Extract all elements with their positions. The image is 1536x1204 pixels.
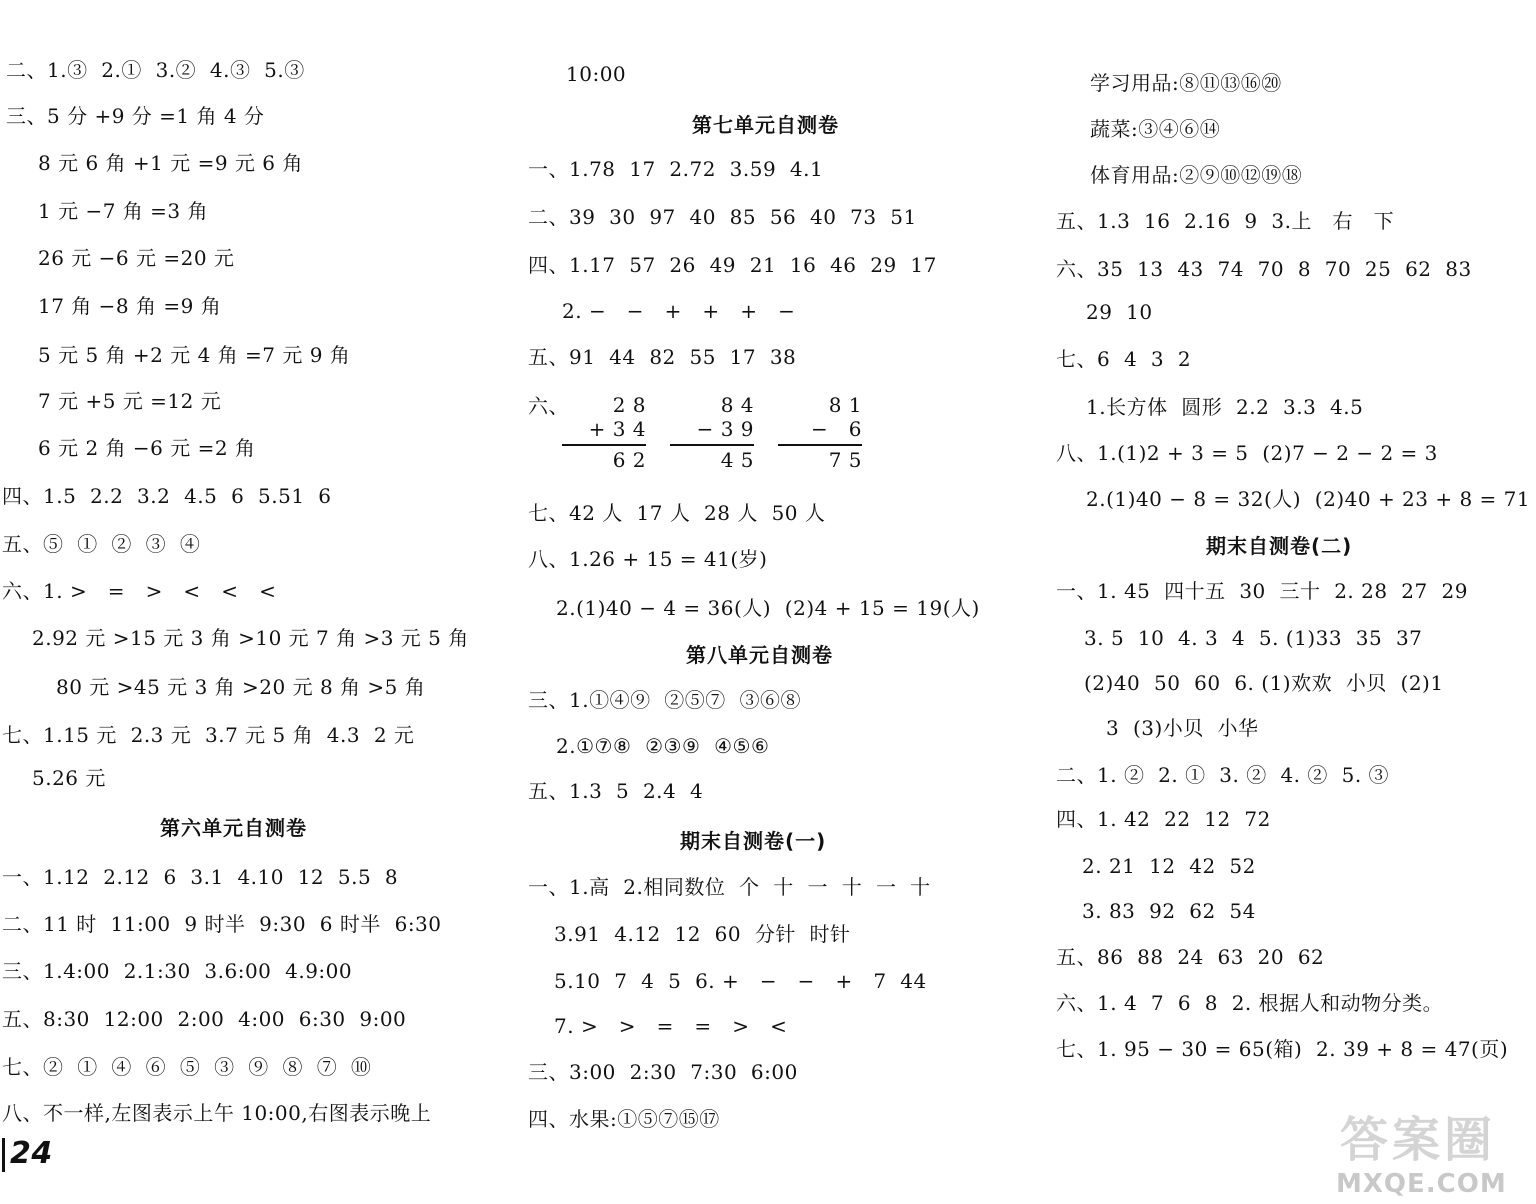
calc-operand: + 3 4 bbox=[588, 417, 646, 441]
middle-column bbox=[520, 0, 1020, 1204]
section-title: 期末自测卷(二) bbox=[1206, 534, 1353, 558]
answer-line: 2. − − + + + − bbox=[562, 299, 796, 323]
answer-line: 体育用品:②⑨⑩⑫⑲⑱ bbox=[1090, 163, 1303, 187]
answer-line: 六、35 13 43 74 70 8 70 25 62 83 bbox=[1056, 257, 1472, 281]
answer-line: 八、1.26 + 15 = 41(岁) bbox=[528, 547, 768, 571]
answer-line: 蔬菜:③④⑥⑭ bbox=[1090, 117, 1221, 141]
section-title: 第八单元自测卷 bbox=[686, 643, 833, 667]
page-number-text: 24 bbox=[10, 1136, 53, 1171]
vertical-calculation bbox=[670, 392, 754, 476]
answer-line: 26 元 −6 元 =20 元 bbox=[38, 246, 235, 270]
answer-line: 五、1.3 5 2.4 4 bbox=[528, 779, 704, 803]
answer-line: 80 元 >45 元 3 角 >20 元 8 角 >5 角 bbox=[56, 675, 426, 699]
answer-line: 7. > > = = > < bbox=[554, 1014, 788, 1038]
answer-line: 八、1.(1)2 + 3 = 5 (2)7 − 2 − 2 = 3 bbox=[1056, 441, 1438, 465]
section-title: 第六单元自测卷 bbox=[160, 816, 307, 840]
calc-result: 4 5 bbox=[720, 448, 754, 472]
answer-line: 2. 21 12 42 52 bbox=[1082, 854, 1256, 878]
answer-line: 八、不一样,左图表示上午 10:00,右图表示晚上 bbox=[2, 1101, 432, 1125]
answer-line: (2)40 50 60 6. (1)欢欢 小贝 (2)1 bbox=[1084, 671, 1444, 695]
answer-line: 二、1. ② 2. ① 3. ② 4. ② 5. ③ bbox=[1056, 763, 1390, 787]
answer-line: 7 元 +5 元 =12 元 bbox=[38, 389, 222, 413]
answer-line: 1.长方体 圆形 2.2 3.3 4.5 bbox=[1086, 395, 1364, 419]
calc-operand: − 3 9 bbox=[696, 417, 754, 441]
answer-line: 四、1.17 57 26 49 21 16 46 29 17 bbox=[528, 253, 937, 277]
page-number bbox=[2, 1134, 53, 1174]
answer-line: 2.(1)40 − 8 = 32(人) (2)40 + 23 + 8 = 71 bbox=[1086, 487, 1531, 511]
answer-line: 六、 bbox=[528, 394, 569, 418]
answer-line: 五、1.3 16 2.16 9 3.上 右 下 bbox=[1056, 209, 1395, 233]
watermark-text: 答案圈 bbox=[1340, 1112, 1497, 1168]
calc-result: 7 5 bbox=[828, 448, 862, 472]
answer-line: 五、⑤ ① ② ③ ④ bbox=[2, 532, 201, 556]
calc-top: 8 1 bbox=[828, 393, 862, 417]
answer-line: 三、1.①④⑨ ②⑤⑦ ③⑥⑧ bbox=[528, 688, 802, 712]
answer-line: 七、42 人 17 人 28 人 50 人 bbox=[528, 501, 826, 525]
answer-line: 三、5 分 +9 分 =1 角 4 分 bbox=[6, 104, 265, 128]
answer-line: 6 元 2 角 −6 元 =2 角 bbox=[38, 436, 256, 460]
answer-line: 29 10 bbox=[1086, 300, 1153, 324]
answer-line: 1 元 −7 角 =3 角 bbox=[38, 199, 208, 223]
answer-line: 一、1.高 2.相同数位 个 十 一 十 一 十 bbox=[528, 875, 931, 899]
answer-line: 七、② ① ④ ⑥ ⑤ ③ ⑨ ⑧ ⑦ ⑩ bbox=[2, 1055, 372, 1079]
answer-line: 3.91 4.12 12 60 分针 时针 bbox=[554, 922, 851, 946]
answer-line: 二、39 30 97 40 85 56 40 73 51 bbox=[528, 205, 917, 229]
answer-line: 3. 5 10 4. 3 4 5. (1)33 35 37 bbox=[1084, 626, 1423, 650]
watermark-url: MXQE.COM bbox=[1336, 1169, 1507, 1199]
section-title: 期末自测卷(一) bbox=[680, 829, 827, 853]
answer-line: 四、1. 42 22 12 72 bbox=[1056, 807, 1271, 831]
answer-line: 2.①⑦⑧ ②③⑨ ④⑤⑥ bbox=[556, 734, 770, 758]
answer-line: 8 元 6 角 +1 元 =9 元 6 角 bbox=[38, 151, 303, 175]
right-column bbox=[1050, 0, 1536, 1204]
answer-line: 一、1.12 2.12 6 3.1 4.10 12 5.5 8 bbox=[2, 865, 399, 889]
answer-line: 五、86 88 24 63 20 62 bbox=[1056, 945, 1325, 969]
answer-line: 六、1. 4 7 6 8 2. 根据人和动物分类。 bbox=[1056, 991, 1444, 1015]
calc-top: 2 8 bbox=[612, 393, 646, 417]
answer-line: 10:00 bbox=[566, 62, 627, 86]
answer-line: 一、1. 45 四十五 30 三十 2. 28 27 29 bbox=[1056, 579, 1468, 603]
calc-line bbox=[562, 444, 646, 446]
answer-line: 六、1. > = > < < < bbox=[2, 579, 277, 603]
calc-result: 6 2 bbox=[612, 448, 646, 472]
answer-line: 2.(1)40 − 4 = 36(人) (2)4 + 15 = 19(人) bbox=[556, 596, 980, 620]
calc-top: 8 4 bbox=[720, 393, 754, 417]
answer-line: 二、1.③ 2.① 3.② 4.③ 5.③ bbox=[6, 58, 305, 82]
answer-line: 一、1.78 17 2.72 3.59 4.1 bbox=[528, 157, 824, 181]
calc-line bbox=[670, 444, 754, 446]
answer-line: 学习用品:⑧⑪⑬⑯⑳ bbox=[1090, 71, 1282, 95]
answer-line: 三、3:00 2:30 7:30 6:00 bbox=[528, 1060, 798, 1084]
answer-line: 5 元 5 角 +2 元 4 角 =7 元 9 角 bbox=[38, 343, 351, 367]
calc-operand: − 6 bbox=[810, 417, 862, 441]
left-column bbox=[0, 0, 500, 1204]
answer-line: 七、1.15 元 2.3 元 3.7 元 5 角 4.3 2 元 bbox=[2, 723, 415, 747]
answer-line: 三、1.4:00 2.1:30 3.6:00 4.9:00 bbox=[2, 959, 353, 983]
vertical-calculation bbox=[778, 392, 862, 476]
answer-line: 2.92 元 >15 元 3 角 >10 元 7 角 >3 元 5 角 bbox=[32, 626, 469, 650]
answer-line: 七、1. 95 − 30 = 65(箱) 2. 39 + 8 = 47(页) bbox=[1056, 1037, 1509, 1061]
answer-line: 四、1.5 2.2 3.2 4.5 6 5.51 6 bbox=[2, 484, 332, 508]
answer-line: 17 角 −8 角 =9 角 bbox=[38, 294, 222, 318]
calc-line bbox=[778, 444, 862, 446]
answer-line: 5.26 元 bbox=[32, 766, 106, 790]
answer-line: 5.10 7 4 5 6. + − − + 7 44 bbox=[554, 969, 927, 993]
answer-line: 五、91 44 82 55 17 38 bbox=[528, 345, 797, 369]
section-title: 第七单元自测卷 bbox=[692, 113, 839, 137]
vertical-calculation bbox=[562, 392, 646, 476]
answer-line: 3 (3)小贝 小华 bbox=[1106, 716, 1259, 740]
answer-line: 七、6 4 3 2 bbox=[1056, 347, 1192, 371]
watermark-logo bbox=[1330, 1110, 1530, 1200]
answer-line: 五、8:30 12:00 2:00 4:00 6:30 9:00 bbox=[2, 1007, 407, 1031]
answer-line: 二、11 时 11:00 9 时半 9:30 6 时半 6:30 bbox=[2, 912, 442, 936]
answer-line: 3. 83 92 62 54 bbox=[1082, 899, 1256, 923]
answer-line: 四、水果:①⑤⑦⑮⑰ bbox=[528, 1107, 720, 1131]
